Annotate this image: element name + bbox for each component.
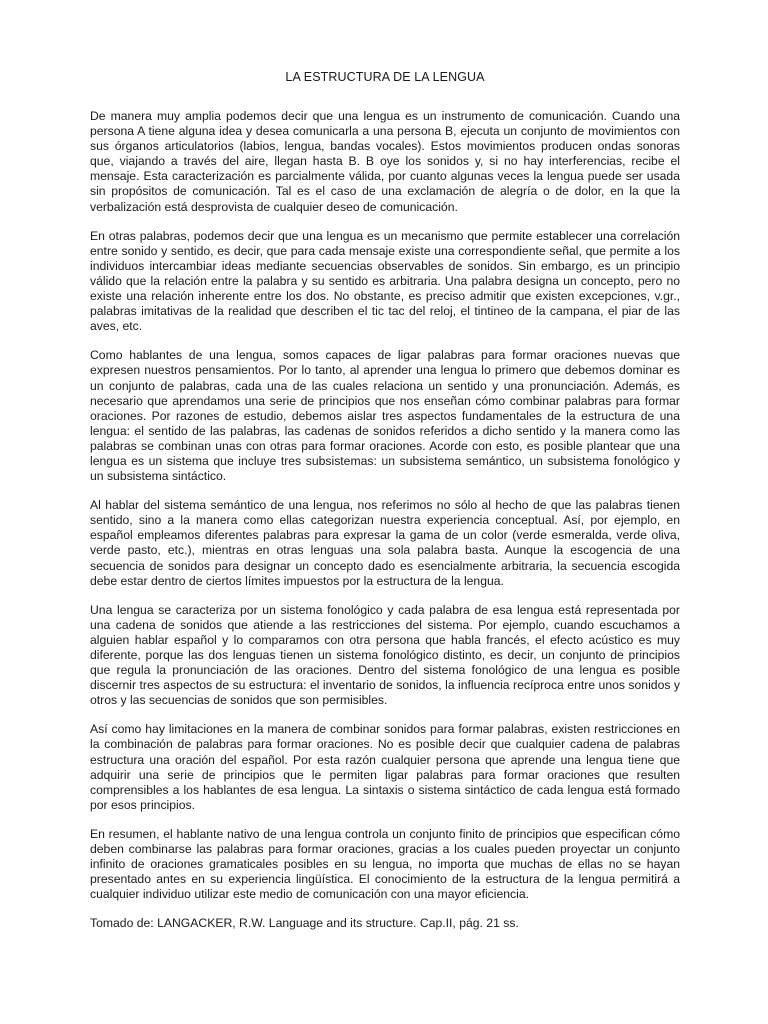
paragraph-4: Al hablar del sistema semántico de una lengua, nos referimos no sólo al hecho de que las palabras tienen sentido, sino a la manera como ellas categorizan nuestra experiencia conceptual. Así, por ejemplo, en español empleamos diferentes palabras para expresar la gama de un color (verde esmeralda, verde oliva, verde pasto, etc.), mientras en otras lenguas una sola palabra basta. Aunque la escogencia de una secuencia de sonidos para designar un concepto dado es esencialmente arbitraria, la secuencia escogida debe estar dentro de ciertos límites impuestos por la estructura de la lengua. — [90, 498, 680, 588]
paragraph-6: Así como hay limitaciones en la manera de combinar sonidos para formar palabras, existen restricciones en la combinación de palabras para formar oraciones. No es posible decir que cualquier cadena de palabras estructura una oración del español. Por esta razón cualquier persona que aprende una lengua tiene que adquirir una serie de principios que le permiten ligar palabras para formar oraciones que resulten comprensibles a los hablantes de esa lengua. La sintaxis o sistema sintáctico de cada lengua está formado por esos principios. — [90, 722, 680, 812]
paragraph-1: De manera muy amplia podemos decir que una lengua es un instrumento de comunicación. Cuando una persona A tiene alguna idea y desea comunicarla a una persona B, ejecuta un conjunto de movimientos con sus órganos articulatorios (labios, lengua, bandas vocales). Estos movimientos producen ondas sonoras que, viajando a través del aire, llegan hasta B. B oye los sonidos y, si no hay interferencias, recibe el mensaje. Esta caracterización es parcialmente válida, por cuanto algunas veces la lengua puede ser usada sin propósitos de comunicación. Tal es el caso de una exclamación de alegría o de dolor, en la que la verbalización está desprovista de cualquier deseo de comunicación. — [90, 109, 680, 214]
document-title: LA ESTRUCTURA DE LA LENGUA — [285, 70, 485, 84]
paragraph-5: Una lengua se caracteriza por un sistema fonológico y cada palabra de esa lengua está representada por una cadena de sonidos que atiende a las restricciones del sistema. Por ejemplo, cuando escuchamos a alguien hablar español y lo comparamos con otra persona que habla francés, el efecto acústico es muy diferente, porque las dos lenguas tienen un sistema fonológico distinto, es decir, un conjunto de principios que regula la pronunciación de las oraciones. Dentro del sistema fonológico de una lengua es posible discernir tres aspectos de su estructura: el inventario de sonidos, la influencia recíproca entre unos sonidos y otros y las secuencias de sonidos que son permisibles. — [90, 602, 680, 708]
paragraph-2: En otras palabras, podemos decir que una lengua es un mecanismo que permite establecer una correlación entre sonido y sentido, es decir, que para cada mensaje existe una correspondiente señal, que permite a los individuos intercambiar ideas mediante secuencias observables de sonidos. Sin embargo, es un principio válido que la relación entre la palabra y su sentido es arbitraria. Una palabra designa un concepto, pero no existe una relación inherente entre los dos. No obstante, es preciso admitir que existen excepciones, v.gr., palabras imitativas de la realidad que describen el tic tac del reloj, el tintineo de la campana, el piar de las aves, etc. — [90, 228, 680, 334]
paragraph-7: En resumen, el hablante nativo de una lengua controla un conjunto finito de principios que especifican cómo deben combinarse las palabras para formar oraciones, gracias a los cuales pueden proyectar un conjunto infinito de oraciones gramaticales posibles en su lengua, no importa que muchas de ellas no se hayan presentado antes en su experiencia lingüística. El conocimiento de la estructura de la lengua permitirá a cualquier individuo utilizar este medio de comunicación con una mayor eficiencia. — [90, 826, 680, 902]
document-page — [90, 70, 680, 932]
source-citation: Tomado de: LANGACKER, R.W. Language and its structure. Cap.II, pág. 21 ss. — [90, 916, 519, 931]
paragraph-3: Como hablantes de una lengua, somos capaces de ligar palabras para formar oraciones nuevas que expresen nuestros pensamientos. Por lo tanto, al aprender una lengua lo primero que debemos dominar es un conjunto de palabras, cada una de las cuales relaciona un sentido y una pronunciación. Además, es necesario que aprendamos una serie de principios que nos enseñan cómo combinar palabras para formar oraciones. Por razones de estudio, debemos aislar tres aspectos fundamentales de la estructura de una lengua: el sentido de las palabras, las cadenas de sonidos referidos a dicho sentido y la manera como las palabras se combinan unas con otras para formar oraciones. Acorde con esto, es posible plantear que una lengua es un sistema que incluye tres subsistemas: un subsistema semántico, un subsistema fonológico y un subsistema sintáctico. — [90, 348, 680, 484]
